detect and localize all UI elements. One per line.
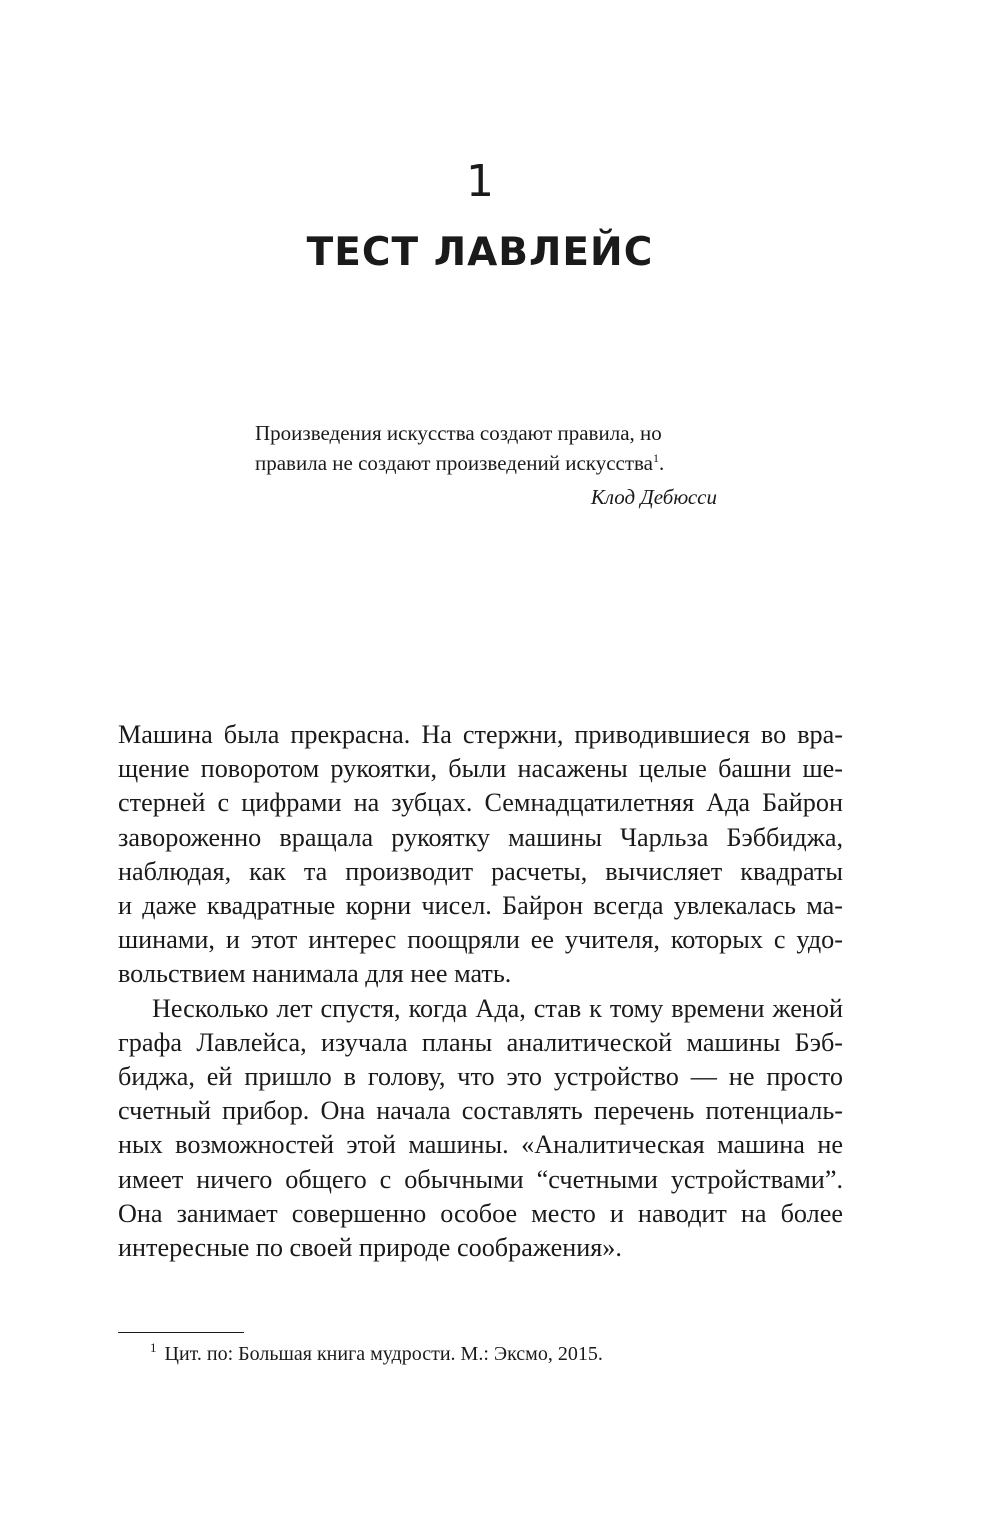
paragraph-2 (118, 992, 843, 1266)
body-text (118, 718, 843, 1265)
footnote (150, 1341, 603, 1367)
body-line: счетный прибор. Она начала составлять перечень потенциаль- (118, 1096, 843, 1126)
body-line: графа Лавлейса, изучала планы аналитической машины Бэб- (118, 1027, 843, 1057)
body-line: наблюдая, как та производит расчеты, вычисляет квадраты (118, 856, 843, 886)
paragraph-1 (118, 718, 843, 992)
footnote-mark: 1 (150, 1340, 157, 1356)
body-line: ных возможностей этой машины. «Аналитическая машина не (118, 1130, 843, 1160)
body-line: и даже квадратные корни чисел. Байрон всегда увлекалась ма- (118, 891, 843, 921)
epigraph-author: Клод Дебюсси (590, 485, 717, 509)
chapter-title: ТЕСТ ЛАВЛЕЙС (306, 230, 654, 275)
footnote-reference: 1 (652, 451, 659, 465)
epigraph-line-2-text: правила не создают произведений искусства (255, 451, 653, 475)
epigraph-line-1: Произведения искусства создают правила, но (255, 421, 662, 445)
chapter-number: 1 (466, 156, 494, 207)
body-line: стерней с цифрами на зубцах. Семнадцатилетняя Ада Байрон (118, 788, 843, 818)
epigraph (255, 418, 725, 512)
body-line: имеет ничего общего с обычными “счетными устройствами”. (118, 1164, 843, 1194)
body-line: Машина была прекрасна. На стержни, приводившиеся во вра- (118, 720, 843, 749)
footnote-text: Цит. по: Большая книга мудрости. М.: Эксмо, 2015. (164, 1343, 603, 1365)
body-line: вольствием нанимала для нее мать. (118, 959, 512, 989)
body-line: Она занимает совершенно особое место и наводит на более (118, 1198, 843, 1228)
epigraph-line-2 (255, 448, 725, 478)
body-line: завороженно вращала рукоятку машины Чарльза Бэббиджа, (118, 822, 843, 852)
epigraph-line-2-end: . (658, 451, 665, 475)
body-line: щение поворотом рукоятки, были насажены целые башни ше- (118, 754, 843, 784)
footnote-divider (118, 1332, 244, 1333)
body-line: шинами, и этот интерес поощряли ее учителя, которых с удо- (118, 925, 843, 955)
body-line: Несколько лет спустя, когда Ада, став к тому времени женой (152, 993, 843, 1023)
body-line: интересные по своей природе соображения». (118, 1233, 622, 1263)
body-line: биджа, ей пришло в голову, что это устройство — не просто (118, 1062, 843, 1092)
